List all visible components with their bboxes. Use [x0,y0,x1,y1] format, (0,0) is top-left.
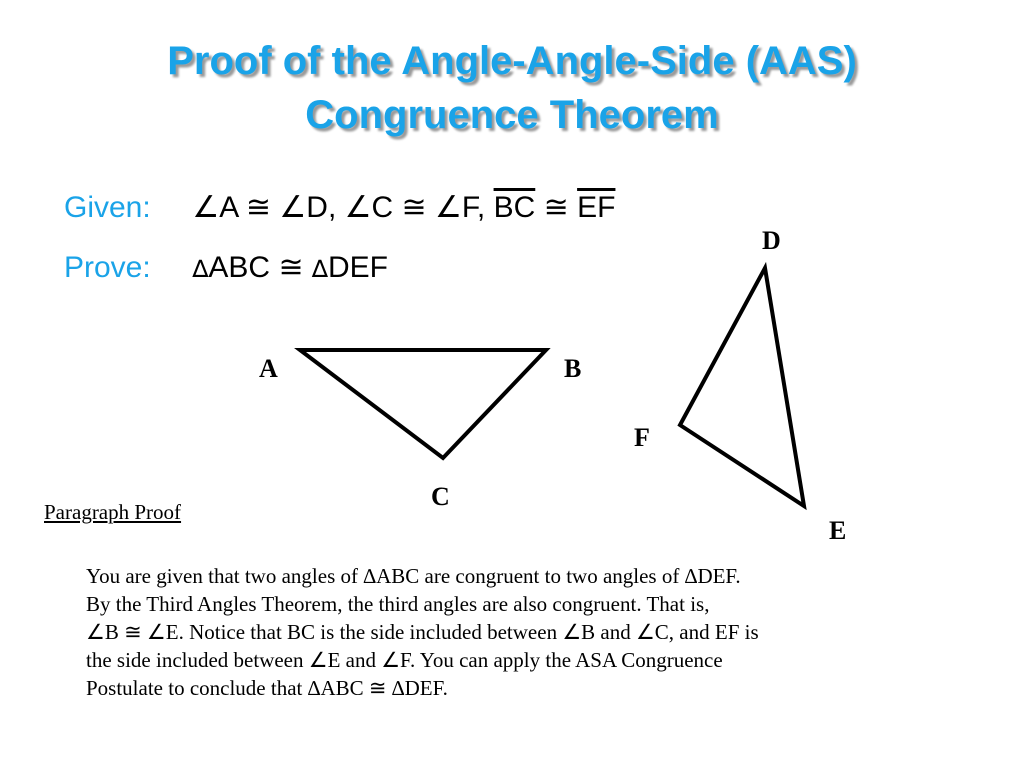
triangle-abc-name: ABC [208,251,271,284]
vertex-label-c: C [431,482,450,511]
prove-congruent-symbol: ≅ [278,251,304,284]
paragraph-proof-body [86,562,996,702]
vertex-label-d: D [762,226,781,255]
triangle-def-name: DEF [327,251,388,284]
proof-line: Postulate to conclude that ∆ABC ≅ ∆DEF. [86,676,448,700]
triangle-symbol-1: ∆ [192,255,209,283]
triangle-def [680,268,804,506]
vertex-label-b: B [564,354,582,383]
proof-line: ∠B ≅ ∠E. Notice that BC is the side included between ∠B and ∠C, and EF is [86,620,759,644]
title-line-2: Congruence Theorem [305,93,719,137]
proof-line: You are given that two angles of ∆ABC are congruent to two angles of ∆DEF. [86,564,741,588]
given-congruent-symbol: ≅ [543,191,569,224]
title-line-1: Proof of the Angle-Angle-Side (AAS) [167,39,857,83]
triangle-abc [300,350,546,458]
prove-label: Prove: [64,251,151,284]
vertex-label-f: F [634,423,650,452]
vertex-label-e: E [829,516,847,545]
given-label: Given: [64,191,151,224]
segment-bc: $\overline{BC}$ [493,191,536,224]
triangle-symbol-2: ∆ [311,255,328,283]
vertex-label-a: A [259,354,278,383]
given-angles: ∠A ≅ ∠D, ∠C ≅ ∠F, [192,191,486,224]
segment-ef: $\overline{EF}$ [577,191,616,224]
proof-line: By the Third Angles Theorem, the third angles are also congruent. That is, [86,592,710,616]
proof-line: the side included between ∠E and ∠F. You can apply the ASA Congruence [86,648,723,672]
paragraph-proof-heading: Paragraph Proof [44,500,182,524]
